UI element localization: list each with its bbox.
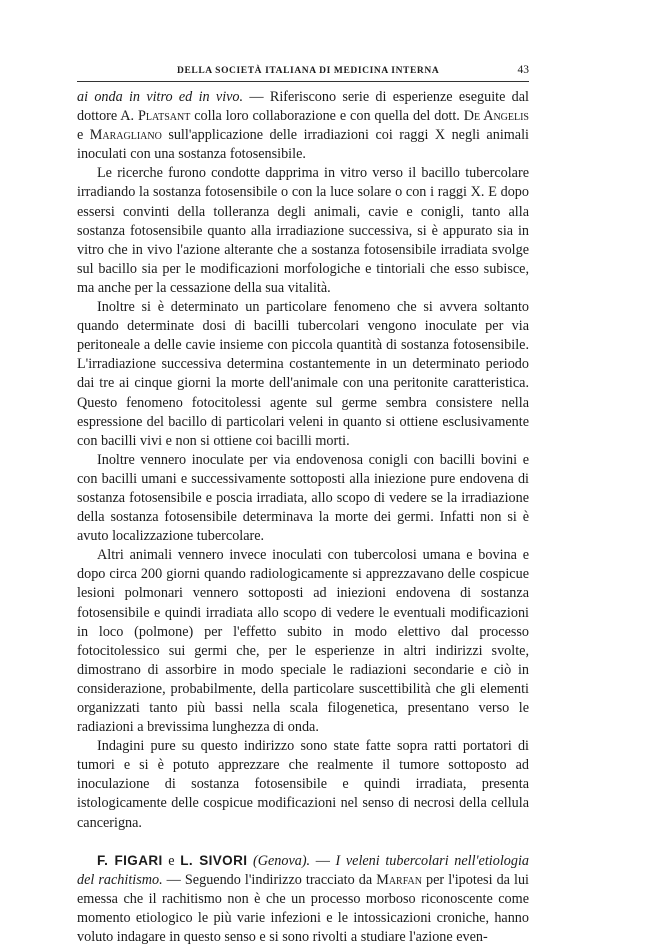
paragraph-1-text-b: colla loro collaborazione e con quella del dott. xyxy=(190,108,464,125)
paragraph-3: Inoltre si è determinato un particolare fenomeno che si avvera soltanto quando determinate dosi di bacilli tubercolari vengono inoculate per via peritoneale a delle cavie insieme con piccola quantità di sostanza fotosensibile. L'irradiazione successiva determina costantemente in un determinato periodo dai tre ai cinque giorni la morte dell'animale con una peritonite caratteristica. Questo fenomeno fotocitolessi agente sul germe sembra consistere nella espressione del bacillo di particolari veleni in quanto si ottiene esclusivamente con bacilli vivi e non si ottiene coi bacilli morti. xyxy=(77,299,529,449)
paragraph-1-text-d: sull'applicazione delle irradiazioni coi raggi X negli animali inoculati con una sostanza fotosensibile. xyxy=(77,127,529,163)
paragraph-7 xyxy=(77,851,529,947)
name-maragliano: Maragliano xyxy=(89,127,162,144)
paragraph-7-text-a: — Seguendo l'indirizzo tracciato da xyxy=(162,871,377,888)
paragraph-5: Altri animali vennero invece inoculati con tubercolosi umana e bovina e dopo circa 200 giorni quando radiologicamente si apprezzavano delle cospicue lesioni polmonari vennero sottoposti ad iniezioni endovena di sostanza fotosensibile e quindi irradiata allo scopo di vedere le eventuali modificazioni in loco (polmone) per l'effetto subito in modo elettivo dal processo fotocitolessico sui germi che, per le esperienze in altri indirizzi svolte, dimostrano di assorbire in modo speciale le radiazioni secondarie e ciò in considerazione, probabilmente, della particolare suscettibilità che gli elementi organizzati tanto più bassi nella scala filogenetica, presentano verso le radiazioni a brevissima lunghezza di onda. xyxy=(77,547,529,736)
name-platsant: Platsant xyxy=(138,108,191,125)
running-header xyxy=(77,64,529,82)
running-header-title: DELLA SOCIETÀ ITALIANA DI MEDICINA INTERNA xyxy=(177,66,440,76)
paragraph-6: Indagini pure su questo indirizzo sono state fatte sopra ratti portatori di tumori e si è potuto apprezzare che realmente il tumore sottoposto ad inoculazione di sostanza fotosensibile e quindi irradiata, presenta istologicamente delle cospicue modificazioni nel senso di necrosi della cellula cancerigna. xyxy=(77,738,529,831)
name-de-angelis: De Angelis xyxy=(463,108,529,125)
page-number: 43 xyxy=(517,64,529,76)
paragraph-1-italic: ai onda in vitro ed in vivo. xyxy=(77,89,244,105)
paragraph-1-text-c: e xyxy=(77,127,90,144)
paragraph-7-text-b: per l'ipotesi da lui emessa che il rachitismo non è che un processo morboso riconoscente come momento etiologico le più varie infezioni e le intossicazioni croniche, hanno voluto indagare in questo senso e si sono rivolti a studiare l'azione even- xyxy=(77,871,529,946)
section-gap xyxy=(77,833,529,851)
author-figari: F. FIGARI xyxy=(97,852,163,868)
paragraph-1 xyxy=(77,88,529,164)
paragraph-2: Le ricerche furono condotte dapprima in vitro verso il bacillo tubercolare irradiando la sostanza fotosensibile o con la luce solare o con i raggi X. E dopo essersi convinti della tolleranza degli animali, cavie e conigli, tanto alla sostanza fotosensibile quanto alla irradiazione successiva, si è appurato sia in vitro che in vivo l'azione alterante che a sostanza fotosensibile irradiata svolge sul bacillo sia per le modificazioni morfologiche e tintoriali che esso subisce, ma anche per la cessazione della sua vitalità. xyxy=(77,165,529,296)
title-dash: — xyxy=(310,852,336,869)
name-marfan: Marfan xyxy=(376,871,422,888)
article-title: I veleni tubercolari nell'etiologia del rachitismo. xyxy=(77,852,529,888)
author-affiliation: (Genova). xyxy=(247,852,311,869)
author-conjunction: e xyxy=(162,852,181,869)
header-rule xyxy=(77,81,529,82)
author-sivori: L. SIVORI xyxy=(180,852,248,868)
paragraph-1-text-a: — Riferiscono serie di esperienze eseguite dal dottore A. xyxy=(77,89,529,125)
body-text xyxy=(77,88,529,947)
paragraph-4: Inoltre vennero inoculate per via endovenosa conigli con bacilli bovini e con bacilli umani e successivamente sottoposti alla iniezione pure endovena di sostanza fotosensibile e poscia irradiata, allo scopo di vedere se la irradiazione della sostanza fotosensibile determinava la morte dei germi. Infatti non si è avuto localizzazione tubercolare. xyxy=(77,451,529,545)
